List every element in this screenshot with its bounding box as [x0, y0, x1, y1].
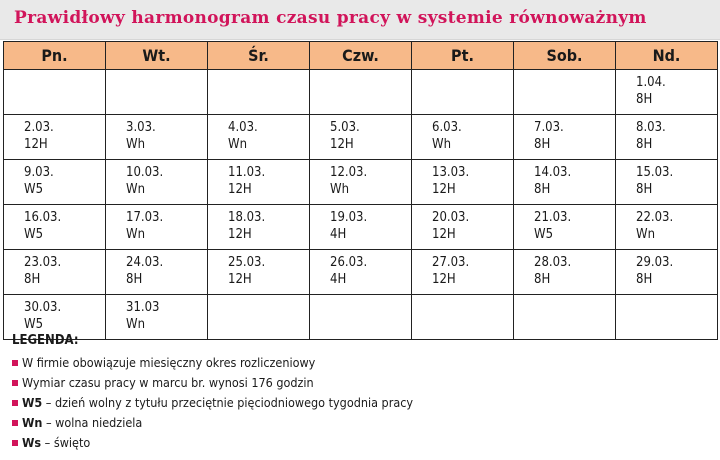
week-row: [4, 205, 718, 250]
day-cell: [412, 205, 514, 250]
day-cell: [616, 250, 718, 295]
cell-value: 4H: [330, 272, 347, 287]
cell-value: 8H: [534, 272, 551, 287]
cell-date: 24.03.: [126, 255, 164, 270]
cell-value: 8H: [636, 137, 653, 152]
cell-date: 1.04.: [636, 75, 666, 90]
cell-value: W5: [24, 182, 44, 197]
cell-value: 12H: [228, 227, 252, 242]
cell-value: Wh: [126, 137, 145, 152]
day-cell: [208, 115, 310, 160]
cell-date: 25.03.: [228, 255, 266, 270]
schedule-table: [3, 41, 718, 340]
cell-value: Wn: [126, 182, 145, 197]
legend-item: [12, 393, 712, 413]
cell-value: Wn: [126, 317, 145, 332]
cell-value: W5: [24, 227, 44, 242]
cell-value: 8H: [24, 272, 41, 287]
cell-date: 15.03.: [636, 165, 674, 180]
cell-value: 12H: [330, 137, 354, 152]
cell-date: 23.03.: [24, 255, 62, 270]
legend-text: – wolna niedziela: [42, 415, 143, 430]
cell-value: Wn: [636, 227, 655, 242]
week-row: [4, 160, 718, 205]
square-bullet-icon: [12, 380, 18, 386]
cell-value: 12H: [24, 137, 48, 152]
day-cell: [106, 70, 208, 115]
cell-value: 12H: [432, 272, 456, 287]
cell-date: 18.03.: [228, 210, 266, 225]
day-cell: [412, 160, 514, 205]
cell-date: 10.03.: [126, 165, 164, 180]
legend-code: Ws: [22, 435, 42, 450]
cell-date: 27.03.: [432, 255, 470, 270]
cell-value: 8H: [636, 182, 653, 197]
cell-value: W5: [24, 317, 44, 332]
cell-date: 16.03.: [24, 210, 62, 225]
day-cell: [208, 205, 310, 250]
day-cell: [310, 70, 412, 115]
square-bullet-icon: [12, 440, 18, 446]
cell-value: Wn: [126, 227, 145, 242]
week-row: [4, 115, 718, 160]
day-cell: [4, 250, 106, 295]
day-cell: [412, 250, 514, 295]
day-cell: [208, 70, 310, 115]
day-cell: [616, 160, 718, 205]
day-cell: [310, 250, 412, 295]
cell-value: 4H: [330, 227, 347, 242]
cell-date: 29.03.: [636, 255, 674, 270]
day-cell: [514, 115, 616, 160]
day-cell: [616, 205, 718, 250]
cell-date: 20.03.: [432, 210, 470, 225]
day-cell: [514, 250, 616, 295]
day-cell: [106, 205, 208, 250]
cell-value: Wh: [330, 182, 349, 197]
cell-date: 4.03.: [228, 120, 258, 135]
cell-date: 8.03.: [636, 120, 666, 135]
cell-date: 11.03.: [228, 165, 266, 180]
day-cell: [616, 115, 718, 160]
col-header-tue: Wt.: [106, 42, 208, 70]
title-bar: [0, 0, 720, 40]
day-cell: [412, 70, 514, 115]
legend-item: [12, 413, 712, 433]
day-cell: [514, 205, 616, 250]
cell-value: W5: [534, 227, 554, 242]
legend-item: [12, 373, 712, 393]
cell-date: 3.03.: [126, 120, 156, 135]
day-cell: [106, 250, 208, 295]
cell-date: 28.03.: [534, 255, 572, 270]
cell-date: 12.03.: [330, 165, 368, 180]
cell-value: 8H: [636, 272, 653, 287]
square-bullet-icon: [12, 400, 18, 406]
legend-item: [12, 433, 712, 453]
legend-text: – święto: [41, 435, 91, 450]
cell-date: 14.03.: [534, 165, 572, 180]
cell-value: 12H: [432, 227, 456, 242]
legend-text: W firmie obowiązuje miesięczny okres rozliczeniowy: [22, 355, 316, 370]
week-row: [4, 250, 718, 295]
day-cell: [106, 115, 208, 160]
cell-value: 12H: [228, 182, 252, 197]
day-cell: [4, 205, 106, 250]
cell-value: 8H: [636, 92, 653, 107]
cell-date: 6.03.: [432, 120, 462, 135]
day-cell: [616, 70, 718, 115]
day-cell: [4, 160, 106, 205]
day-cell: [310, 160, 412, 205]
cell-value: 12H: [228, 272, 252, 287]
day-cell: [412, 115, 514, 160]
cell-date: 30.03.: [24, 300, 62, 315]
day-cell: [514, 160, 616, 205]
cell-date: 2.03.: [24, 120, 54, 135]
cell-date: 19.03.: [330, 210, 368, 225]
cell-date: 7.03.: [534, 120, 564, 135]
square-bullet-icon: [12, 360, 18, 366]
day-cell: [514, 70, 616, 115]
col-header-sun: Nd.: [616, 42, 718, 70]
cell-date: 31.03: [126, 300, 160, 315]
cell-date: 5.03.: [330, 120, 360, 135]
day-cell: [208, 250, 310, 295]
col-header-thu: Czw.: [310, 42, 412, 70]
cell-value: 8H: [534, 137, 551, 152]
cell-date: 13.03.: [432, 165, 470, 180]
day-cell: [106, 160, 208, 205]
cell-value: 12H: [432, 182, 456, 197]
header-row: [4, 42, 718, 70]
legend: [12, 333, 712, 453]
legend-text: Wymiar czasu pracy w marcu br. wynosi 176 godzin: [22, 375, 314, 390]
cell-value: 8H: [126, 272, 143, 287]
legend-title: LEGENDA:: [12, 333, 79, 348]
legend-code: W5: [22, 395, 43, 410]
col-header-mon: Pn.: [4, 42, 106, 70]
col-header-fri: Pt.: [412, 42, 514, 70]
day-cell: [208, 160, 310, 205]
cell-value: Wn: [228, 137, 247, 152]
cell-date: 17.03.: [126, 210, 164, 225]
square-bullet-icon: [12, 420, 18, 426]
legend-item: [12, 353, 712, 373]
day-cell: [4, 70, 106, 115]
legend-text: – dzień wolny z tytułu przeciętnie pięciodniowego tygodnia pracy: [42, 395, 414, 410]
cell-date: 9.03.: [24, 165, 54, 180]
cell-date: 22.03.: [636, 210, 674, 225]
day-cell: [310, 205, 412, 250]
cell-value: 8H: [534, 182, 551, 197]
day-cell: [310, 115, 412, 160]
cell-date: 26.03.: [330, 255, 368, 270]
col-header-wed: Śr.: [208, 42, 310, 70]
col-header-sat: Sob.: [514, 42, 616, 70]
cell-date: 21.03.: [534, 210, 572, 225]
day-cell: [4, 115, 106, 160]
page-title: Prawidłowy harmonogram czasu pracy w systemie równoważnym: [14, 8, 647, 28]
legend-code: Wn: [22, 415, 43, 430]
cell-value: Wh: [432, 137, 451, 152]
week-row: [4, 70, 718, 115]
